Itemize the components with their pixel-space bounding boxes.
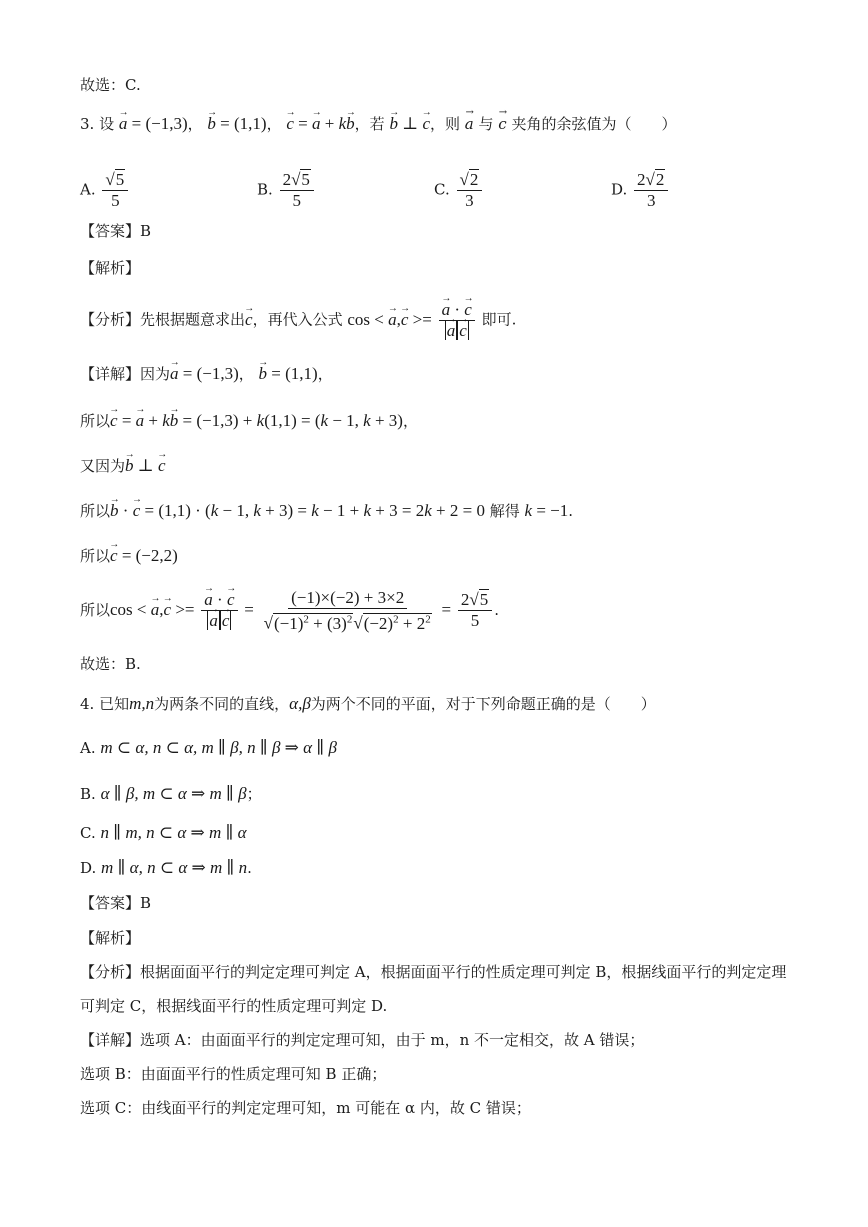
option-b-label: B.: [257, 180, 273, 199]
option-d: D. $\frac{2√2}{3}$: [611, 170, 670, 211]
analysis-heading-q4: 【解析】: [80, 929, 141, 947]
analysis-q3-post: 即可.: [481, 310, 517, 329]
q3-vector-a: → a = (−1,3): [119, 114, 188, 133]
option-c-denominator: 3: [465, 191, 474, 210]
detail-q3-step2: 又因为→ b ⊥ → c: [80, 455, 166, 477]
analysis-q4-line1: 【分析】根据面面平行的判定定理可判定 A，根据面面平行的性质定理可判定 B，根据线面平行的判定定理: [80, 963, 787, 981]
analysis-q3-mid: ，再代入公式: [252, 310, 343, 329]
option-b-radicand: 5: [301, 170, 310, 189]
option-a-radicand: 5: [115, 170, 125, 189]
step5-numerator: (−1)×(−2) + 3×2: [288, 588, 407, 609]
option-b-denominator: 5: [292, 191, 301, 210]
option-c-label: C.: [434, 180, 450, 199]
q3-condition: → b ⊥ → c: [389, 114, 430, 133]
q4-mid: 为两条不同的直线，: [154, 695, 290, 713]
step5-result-radicand: 5: [479, 590, 489, 610]
analysis-q4-line2: 可判定 C，根据线面平行的性质定理可判定 D.: [80, 997, 388, 1015]
q4-option-b-label: B.: [80, 785, 96, 803]
step1-prefix: 所以: [80, 412, 111, 430]
q4-lines: m,n: [129, 694, 155, 713]
step3-prefix: 所以: [80, 502, 111, 520]
option-d-radicand: 2: [655, 170, 665, 189]
option-a-label: A.: [80, 180, 96, 199]
option-c: C. $\frac{√2}{3}$: [434, 170, 484, 211]
detail-q3-prefix: 【详解】因为: [80, 365, 171, 383]
answer-selection-c: 故选：C.: [80, 76, 141, 94]
q4-option-d-label: D.: [80, 859, 97, 877]
step2-prefix: 又因为: [80, 457, 126, 475]
q4-planes: α,β: [289, 694, 311, 713]
analysis-q3-pre: 【分析】先根据题意求出: [80, 310, 246, 329]
q4-option-c-text: n ∥ m, n ⊂ α ⇒ m ∥ α: [100, 823, 247, 842]
detail-q4-line3: 选项 C：由线面平行的判定定理可知，m 可能在 α 内，故 C 错误；: [80, 1099, 531, 1117]
analysis-q3: 【分析】先根据题意求出→ c，再代入公式 cos < → a,→ c >= → a · → c → a→ c 即可.: [80, 300, 516, 341]
step4-prefix: 所以: [80, 547, 111, 565]
detail-q4-line2: 选项 B：由面面平行的性质定理可知 B 正确；: [80, 1065, 387, 1083]
answer-q3: 【答案】B: [80, 222, 152, 240]
step5-result-coefficient: 2: [460, 590, 470, 610]
option-b-coefficient: 2: [282, 170, 292, 189]
question-4-stem: [80, 693, 656, 715]
analysis-heading-q3: 【解析】: [80, 259, 141, 277]
q3-ask: ，则 → a 与 → c 夹角的余弦值为（ ）: [430, 115, 676, 133]
option-a-denominator: 5: [111, 191, 120, 210]
q4-prefix: 4. 已知: [80, 695, 130, 713]
answer-q4: 【答案】B: [80, 894, 152, 912]
detail-q3-step5: 所以cos < → a,→ c >= → a · → c → a→ c = $\frac{(-1)\times(-2) + 3\times 2}{√(-1)^2 + (3)^2√(-2)^2 + 2^2}$ = $\frac{2√5}{5}$ .: [80, 588, 499, 634]
q3-cond-pre: ，若: [354, 115, 385, 133]
step3-mid: 解得: [489, 502, 520, 520]
option-d-label: D.: [611, 180, 628, 199]
option-d-denominator: 3: [646, 191, 656, 210]
question-3-options: [80, 158, 840, 208]
step5-result-denominator: 5: [470, 611, 480, 631]
answer-selection-b: 故选：B.: [80, 655, 141, 673]
detail-q3-step4: 所以→ c = (−2,2): [80, 545, 178, 567]
q4-option-b-text: α ∥ β, m ⊂ α ⇒ m ∥ β: [100, 784, 247, 803]
q4-post: 为两个不同的平面，对于下列命题正确的是（ ）: [310, 695, 656, 713]
detail-q3-step1: 所以→ c = → a + k→ b = (−1,3) + k(1,1) = (k − 1, k + 3)，: [80, 410, 418, 432]
detail-q3-intro: 【详解】因为→ a = (−1,3)， → b = (1,1)，: [80, 363, 333, 385]
q3-prefix: 3. 设: [80, 115, 115, 133]
option-c-radicand: 2: [469, 170, 479, 189]
option-d-coefficient: 2: [637, 170, 646, 189]
q3-vector-b: → b = (1,1): [207, 114, 266, 133]
q4-option-a: [80, 737, 337, 759]
option-a: A. $\frac{√5}{5}$: [80, 170, 130, 211]
question-3-stem: 3. 设 → a = (−1,3)， → b = (1,1)， → c = → a + k→ b，若 → b ⊥ → c，则 → a 与 → c 夹角的余弦值为（ ）: [80, 113, 676, 135]
q4-option-a-label: A.: [80, 739, 96, 757]
q4-option-c: [80, 822, 247, 844]
option-b: B. $\frac{2√5}{5}$: [257, 170, 316, 211]
q3-vector-c: → c = → a + k→ b: [286, 114, 354, 133]
q4-option-a-text: m ⊂ α, n ⊂ α, m ∥ β, n ∥ β ⇒ α ∥ β: [100, 738, 337, 757]
detail-q4-line1: 【详解】选项 A：由面面平行的判定定理可知，由于 m，n 不一定相交，故 A 错误；: [80, 1031, 645, 1049]
q4-option-d-text: m ∥ α, n ⊂ α ⇒ m ∥ n: [101, 858, 248, 877]
q4-option-b: B. α ∥ β, m ⊂ α ⇒ m ∥ β；: [80, 784, 262, 803]
step5-prefix: 所以: [80, 600, 111, 619]
detail-q3-step3: 所以→ b · → c = (1,1) · (k − 1, k + 3) = k − 1 + k + 3 = 2k + 2 = 0 解得 k = −1.: [80, 500, 573, 522]
q4-option-c-label: C.: [80, 824, 96, 842]
q4-option-d: D. m ∥ α, n ⊂ α ⇒ m ∥ n.: [80, 858, 252, 877]
